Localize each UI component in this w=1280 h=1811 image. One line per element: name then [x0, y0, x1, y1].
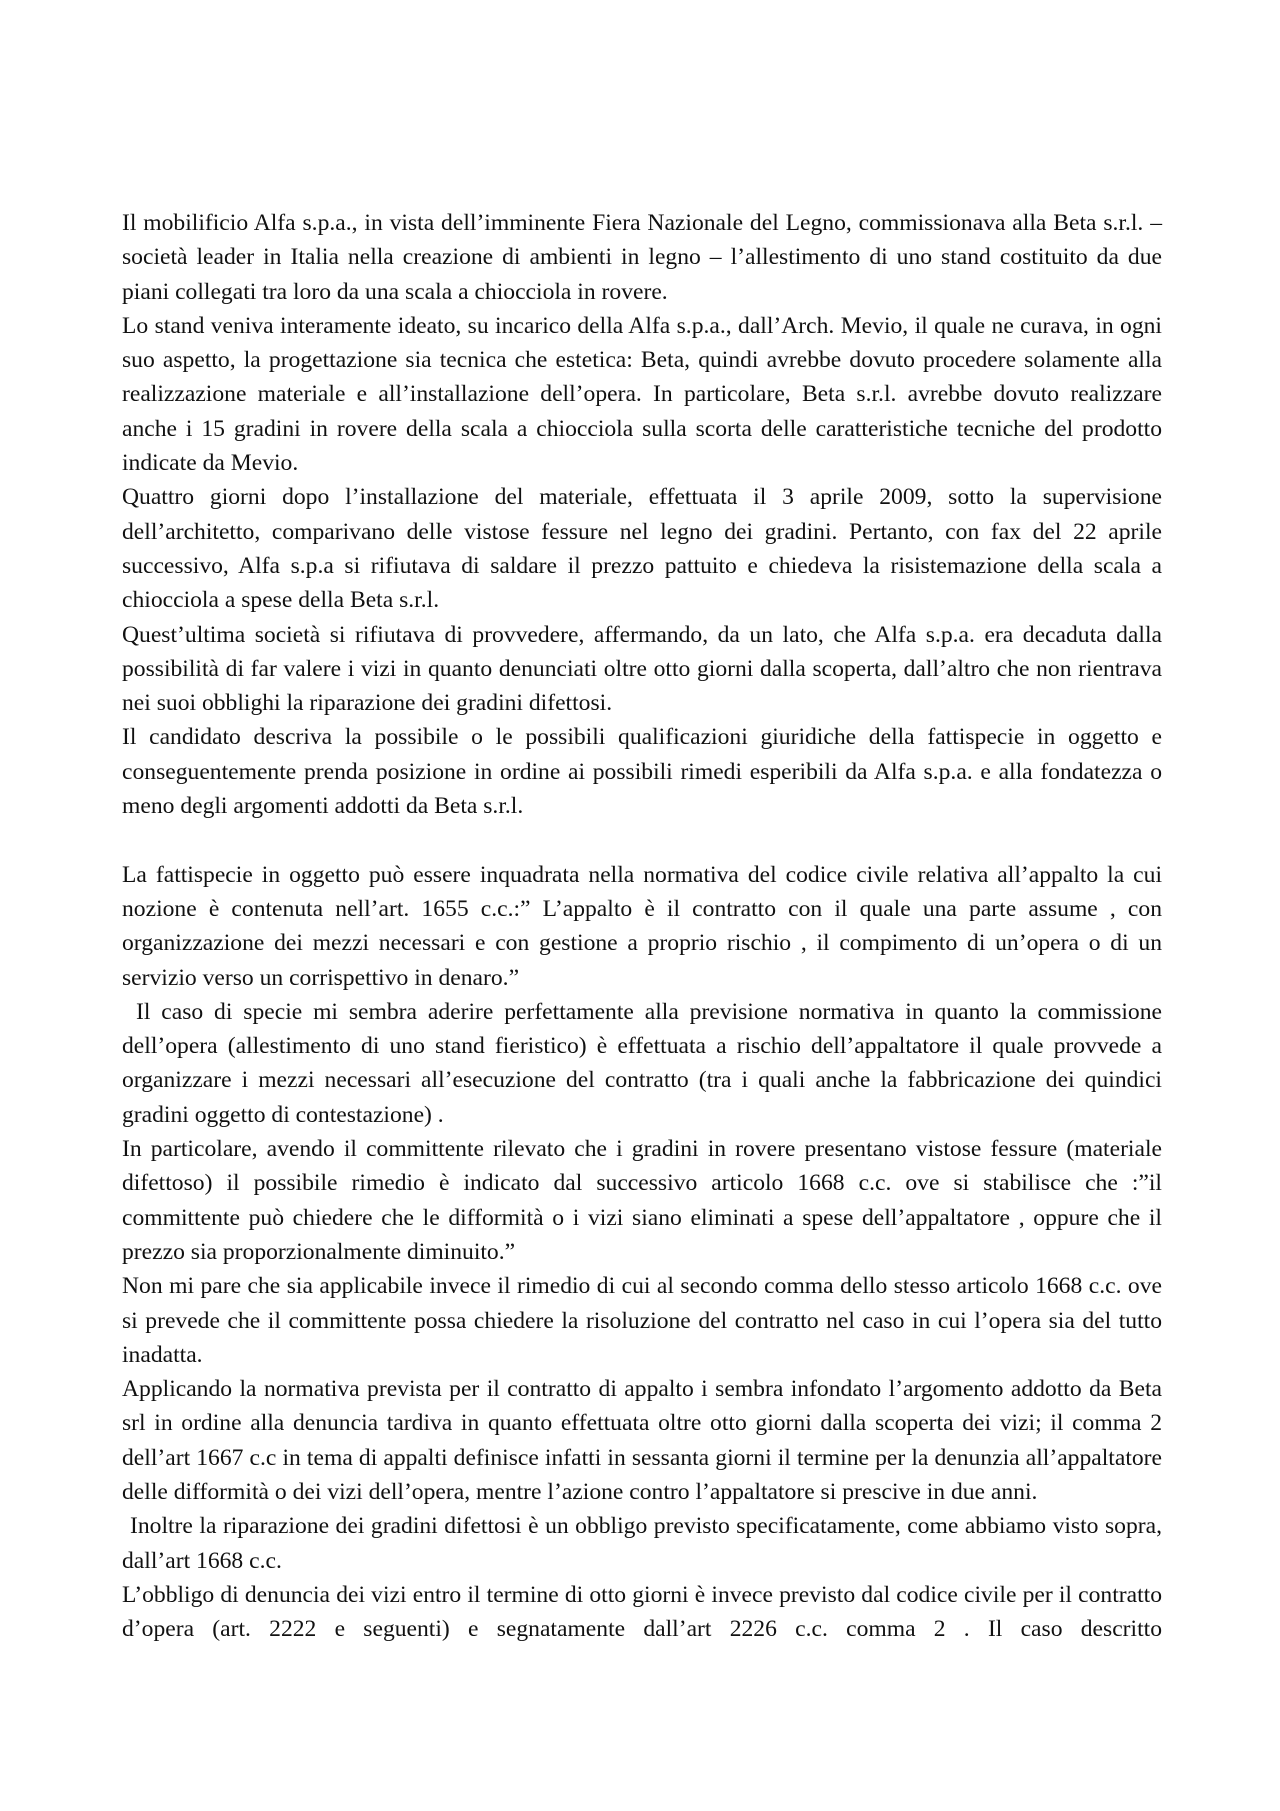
- answer-paragraph-6: Inoltre la riparazione dei gradini difettosi è un obbligo previsto specificatamente, come abbiamo visto sopra, dall’art 1668 c.c.: [122, 1513, 1162, 1574]
- question-paragraph-4: Quest’ultima società si rifiutava di provvedere, affermando, da un lato, che Alfa s.p.a. era decaduta dalla possibilità di far valere i vizi in quanto denunciati oltre otto giorni dalla scoperta, dall’altro che non rientrava nei suoi obblighi la riparazione dei gradini difettosi.: [122, 621, 1162, 717]
- answer-paragraph-4: Non mi pare che sia applicabile invece il rimedio di cui al secondo comma dello stesso articolo 1668 c.c. ove si prevede che il committente possa chiedere la risoluzione del contratto nel caso in cui l’opera sia del tutto inadatta.: [122, 1273, 1162, 1368]
- question-paragraph-2: Lo stand veniva interamente ideato, su incarico della Alfa s.p.a., dall’Arch. Mevio, il quale ne curava, in ogni suo aspetto, la progettazione sia tecnica che estetica: Beta, quindi avrebbe dovuto procedere solamente alla realizzazione materiale e all’installazione dell’opera. In particolare, Beta s.r.l. avrebbe dovuto realizzare anche i 15 gradini in rovere della scala a chiocciola sulla scorta delle caratteristiche tecniche del prodotto indicate da Mevio.: [122, 312, 1162, 477]
- answer-paragraph-5: Applicando la normativa prevista per il contratto di appalto i sembra infondato l’argomento addotto da Beta srl in ordine alla denuncia tardiva in quanto effettuata oltre otto giorni dalla scoperta dei vizi; il comma 2 dell’art 1667 c.c in tema di appalti definisce infatti in sessanta giorni il termine per la denunzia all’appaltatore delle difformità o dei vizi dell’opera, mentre l’azione contro l’appaltatore si prescive in due anni.: [122, 1376, 1162, 1505]
- answer-paragraph-2: Il caso di specie mi sembra aderire perfettamente alla previsione normativa in quanto la commissione dell’opera (allestimento di uno stand fieristico) è effettuata a rischio dell’appaltatore il quale provvede a organizzare i mezzi necessari all’esecuzione del contratto (tra i quali anche la fabbricazione dei quindici gradini oggetto di contestazione) .: [122, 998, 1162, 1128]
- answer-paragraph-7: L’obbligo di denuncia dei vizi entro il termine di otto giorni è invece previsto dal codice civile per il contratto d’opera (art. 2222 e seguenti) e segnatamente dall’art 2226 c.c. comma 2 . Il caso descritto: [122, 1581, 1162, 1643]
- question-paragraph-3: Quattro giorni dopo l’installazione del materiale, effettuata il 3 aprile 2009, sotto la supervisione dell’architetto, comparivano delle vistose fessure nel legno dei gradini. Pertanto, con fax del 22 aprile successivo, Alfa s.p.a si rifiutava di saldare il prezzo pattuito e chiedeva la risistemazione della scala a chiocciola a spese della Beta s.r.l.: [122, 484, 1162, 614]
- answer-paragraph-1: La fattispecie in oggetto può essere inquadrata nella normativa del codice civile relativa all’appalto la cui nozione è contenuta nell’art. 1655 c.c.:” L’appalto è il contratto con il quale una parte assume , con organizzazione dei mezzi necessari e con gestione a proprio rischio , il compimento di un’opera o di un servizio verso un corrispettivo in denaro.”: [122, 861, 1162, 991]
- question-paragraph-1: Il mobilificio Alfa s.p.a., in vista dell’imminente Fiera Nazionale del Legno, commissionava alla Beta s.r.l. – società leader in Italia nella creazione di ambienti in legno – l’allestimento di uno stand costituito da due piani collegati tra loro da una scala a chiocciola in rovere.: [122, 210, 1162, 305]
- paragraph-gap: [122, 823, 1162, 857]
- question-paragraph-5: Il candidato descriva la possibile o le possibili qualificazioni giuridiche della fattispecie in oggetto e conseguentemente prenda posizione in ordine ai possibili rimedi esperibili da Alfa s.p.a. e alla fondatezza o meno degli argomenti addotti da Beta s.r.l.: [122, 724, 1162, 820]
- answer-paragraph-3: In particolare, avendo il committente rilevato che i gradini in rovere presentano vistose fessure (materiale difettoso) il possibile rimedio è indicato dal successivo articolo 1668 c.c. ove si stabilisce che :”il committente può chiedere che le difformità o i vizi siano eliminati a spese dell’appaltatore , oppure che il prezzo sia proporzionalmente diminuito.”: [122, 1136, 1162, 1265]
- document-body: [122, 206, 1162, 1646]
